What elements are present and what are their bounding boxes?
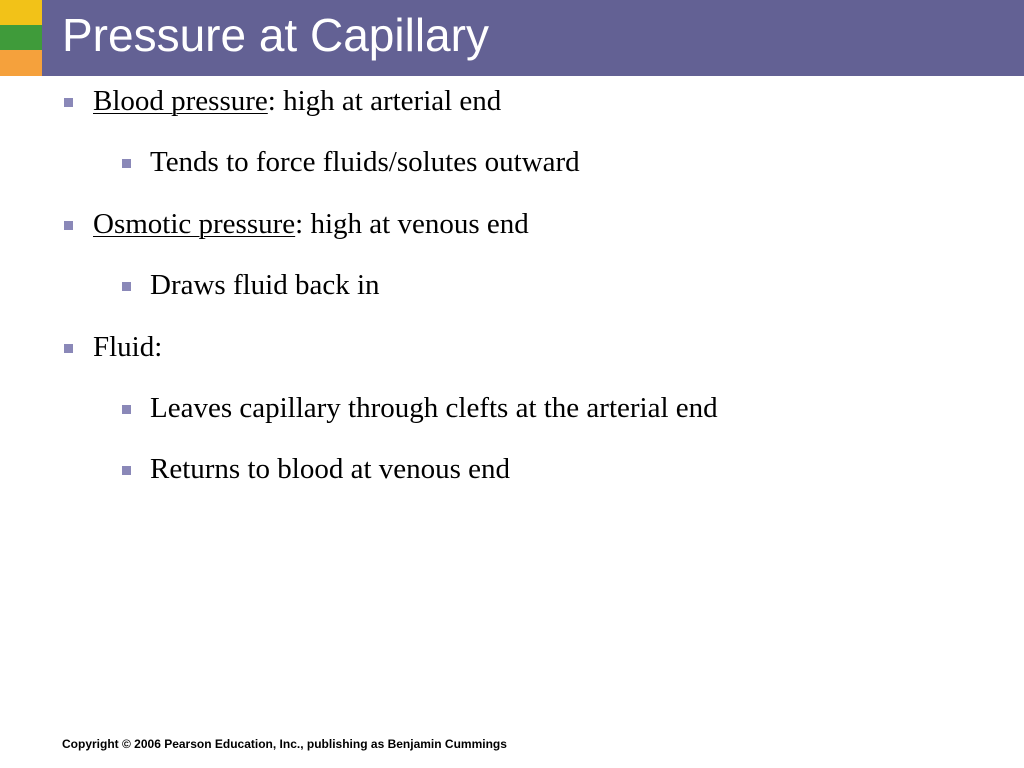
bullet-text: : high at venous end (295, 208, 529, 240)
accent-block-green (0, 25, 42, 50)
accent-block-yellow (0, 0, 42, 25)
bullet-item-6: Leaves capillary through clefts at the arterial end (150, 392, 718, 424)
bullet-item-3 (93, 207, 529, 242)
bullet-marker-icon (122, 405, 131, 414)
bullet-term: Osmotic pressure (93, 208, 296, 240)
bullet-term: Blood pressure (93, 85, 268, 117)
accent-block-orange (0, 50, 42, 76)
bullet-item-5: Fluid: (93, 331, 163, 363)
bullet-item-1 (93, 84, 501, 119)
bullet-marker-icon (64, 344, 73, 353)
bullet-marker-icon (122, 282, 131, 291)
bullet-marker-icon (64, 98, 73, 107)
bullet-text: : high at arterial end (267, 85, 502, 117)
copyright-footer: Copyright © 2006 Pearson Education, Inc., publishing as Benjamin Cummings (62, 737, 507, 751)
bullet-marker-icon (122, 466, 131, 475)
slide-title: Pressure at Capillary (62, 9, 489, 61)
bullet-marker-icon (64, 221, 73, 230)
bullet-marker-icon (122, 159, 131, 168)
bullet-item-2: Tends to force fluids/solutes outward (150, 146, 580, 178)
bullet-item-7: Returns to blood at venous end (150, 453, 511, 485)
bullet-item-4: Draws fluid back in (150, 269, 380, 301)
